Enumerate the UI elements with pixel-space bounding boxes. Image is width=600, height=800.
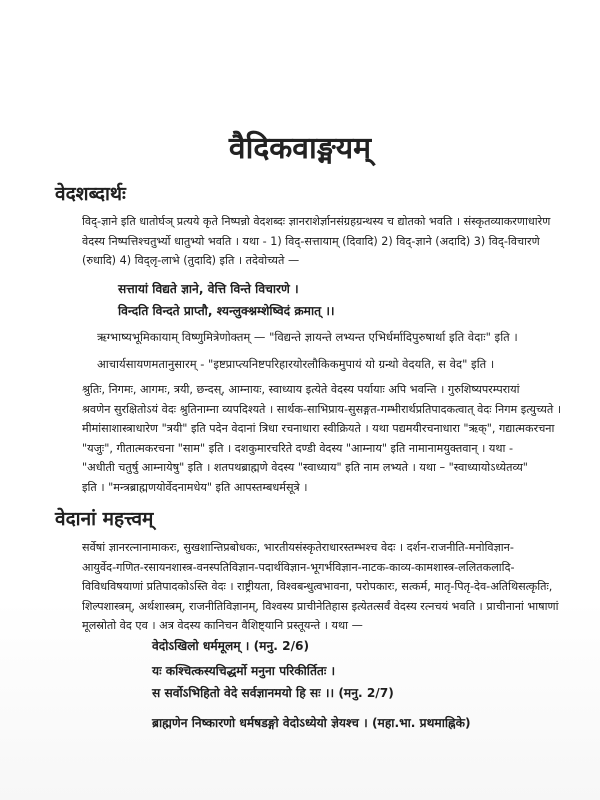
section-heading-importance: वेदानां महत्त्वम् — [55, 508, 154, 530]
text-line: श्रुतिः, निगमः, आगमः, त्रयी, छन्दस्, आम्नायः, स्वाध्याय इत्येते वेदस्य पर्यायाः अपि भवन्ति । गुरुशिष्यपरम्परायां — [82, 383, 520, 396]
text-line: वेदस्य निष्पत्तिश्चतुर्भ्यो धातुभ्यो भवति । यथा - 1) विद्-सत्तायाम् (दिवादि) 2) विद्-ज्ञाने (अदादि) 3) विद्-विचारणे — [82, 234, 540, 248]
text-line: आयुर्वेद-गणित-रसायनशास्त्र-वनस्पतिविज्ञान-पदार्थविज्ञान-भूगर्भविज्ञान-नाटक-काव्य-कामशास्त्र-ललितकलादि- — [82, 560, 515, 574]
text-line: इति । "मन्त्रब्राह्मणयोर्वेदनामधेय" इति आपस्तम्बधर्मसूत्रे । — [82, 480, 308, 494]
section-heading-meaning: वेदशब्दार्थः — [55, 183, 126, 205]
verse-line: स सर्वोऽभिहितो वेदे सर्वज्ञानमयो हि सः ।। (मनु. 2/7) — [152, 686, 394, 700]
page-title: वैदिकवाङ्मयम् — [228, 131, 372, 166]
text-line: श्रवणेन सुरक्षितोऽयं वेदः श्रुतिनाम्ना व्यपदिश्यते । सार्थक-साभिप्राय-सुसङ्गत-गम्भीरार्थप्रतिपादकत्वात् वेदः निगम इत्युच्यते । — [82, 402, 562, 416]
verse-line: यः कश्चित्कस्यचिद्धर्मो मनुना परिकीर्तितः । — [152, 664, 336, 678]
paragraph-etymology — [82, 212, 560, 271]
verse-manu-2-6 — [152, 635, 309, 657]
text-line: "यजुः", गीतात्मकरचना "साम" इति । दशकुमारचरिते दण्डी वेदस्य "आम्नाय" इति नामानामयुक्तवान् । यथा - — [82, 441, 514, 455]
text-line: "अधीती चतुर्षु आम्नायेषु" इति । शतपथब्राह्मणे वेदस्य "स्वाध्याय" इति नाम लभ्यते । यथा – "स्वाध्यायोऽध्येतव्य" — [82, 461, 528, 474]
verse-mahabhashya — [152, 712, 471, 734]
paragraph-importance — [82, 538, 562, 636]
quote-sayana: आचार्यसायणमतानुसारम् - "इष्टप्राप्त्यनिष्टपरिहारयोरलौकिकमुपायं यो ग्रन्थो वेदयति, स वेद" इति । — [97, 357, 495, 371]
text-line: (रुधादि) 4) विद्लृ-लाभे (तुदादि) इति । तदेवोच्यते — — [82, 254, 300, 267]
text-line: मूलस्रोतो वेद एव । अत्र वेदस्य कानिचन वैशिष्ट्यानि प्रस्तूयन्ते । यथा — — [82, 619, 363, 632]
paragraph-synonyms — [82, 380, 562, 497]
verse-line: ब्राह्मणेन निष्कारणो धर्मषडङ्गो वेदोऽध्येयो ज्ञेयश्च । (महा.भा. प्रथमाह्निके) — [152, 716, 471, 730]
text-line: सर्वेषां ज्ञानरत्नानामाकरः, सुखशान्तिप्रबोधकः, भारतीयसंस्कृतेराधारस्तम्भश्च वेदः । दर्शन-राजनीति-मनोविज्ञान- — [82, 541, 514, 554]
text-line: विविधविषयाणां प्रतिपादकोऽस्ति वेदः । राष्ट्रीयता, विश्वबन्धुत्वभावना, परोपकारः, सत्कर्म, मातृ-पितृ-देव-अतिथिसत्कृतिः, — [82, 580, 553, 593]
verse-dhatu — [118, 278, 335, 322]
verse-line: वेदोऽखिलो धर्ममूलम् । (मनु. 2/6) — [152, 639, 310, 653]
verse-manu-2-7 — [152, 660, 394, 704]
text-line: शिल्पशास्त्रम्, अर्थशास्त्रम्, राजनीतिविज्ञानम्, विश्वस्य प्राचीनेतिहास इत्येतत्सर्वं वेदस्य रत्नचयं भवति । प्राचीनानां भाषाणां — [82, 599, 559, 613]
verse-line: विन्दति विन्दते प्राप्तौ, श्यन्लुक्श्नम्शेष्विदं क्रमात् ।। — [118, 304, 335, 318]
text-line: विद्-ज्ञाने इति धातोर्घञ् प्रत्यये कृते निष्पन्नो वेदशब्दः ज्ञानराशेर्ज्ञानसंग्रहग्रन्थस्य च द्योतको भवति । संस्कृतव्याकरणाधारेण — [82, 215, 551, 228]
verse-line: सत्तायां विद्यते ज्ञाने, वेत्ति विन्ते विचारणे । — [118, 282, 299, 296]
text-line: मीमांसाशास्त्राधारेण "त्रयी" इति पदेन वेदानां त्रिधा रचनाधारा स्वीक्रियते । यथा पद्यमयीरचनाधारा "ऋक्", गद्यात्मकरचना — [82, 422, 555, 435]
quote-vishnumitra: ऋग्भाष्यभूमिकायाम् विष्णुमित्रेणोक्तम् — "विद्यन्ते ज्ञायन्ते लभ्यन्त एभिर्धर्मादिपुरुषार्था इति वेदाः" इति । — [97, 330, 518, 344]
